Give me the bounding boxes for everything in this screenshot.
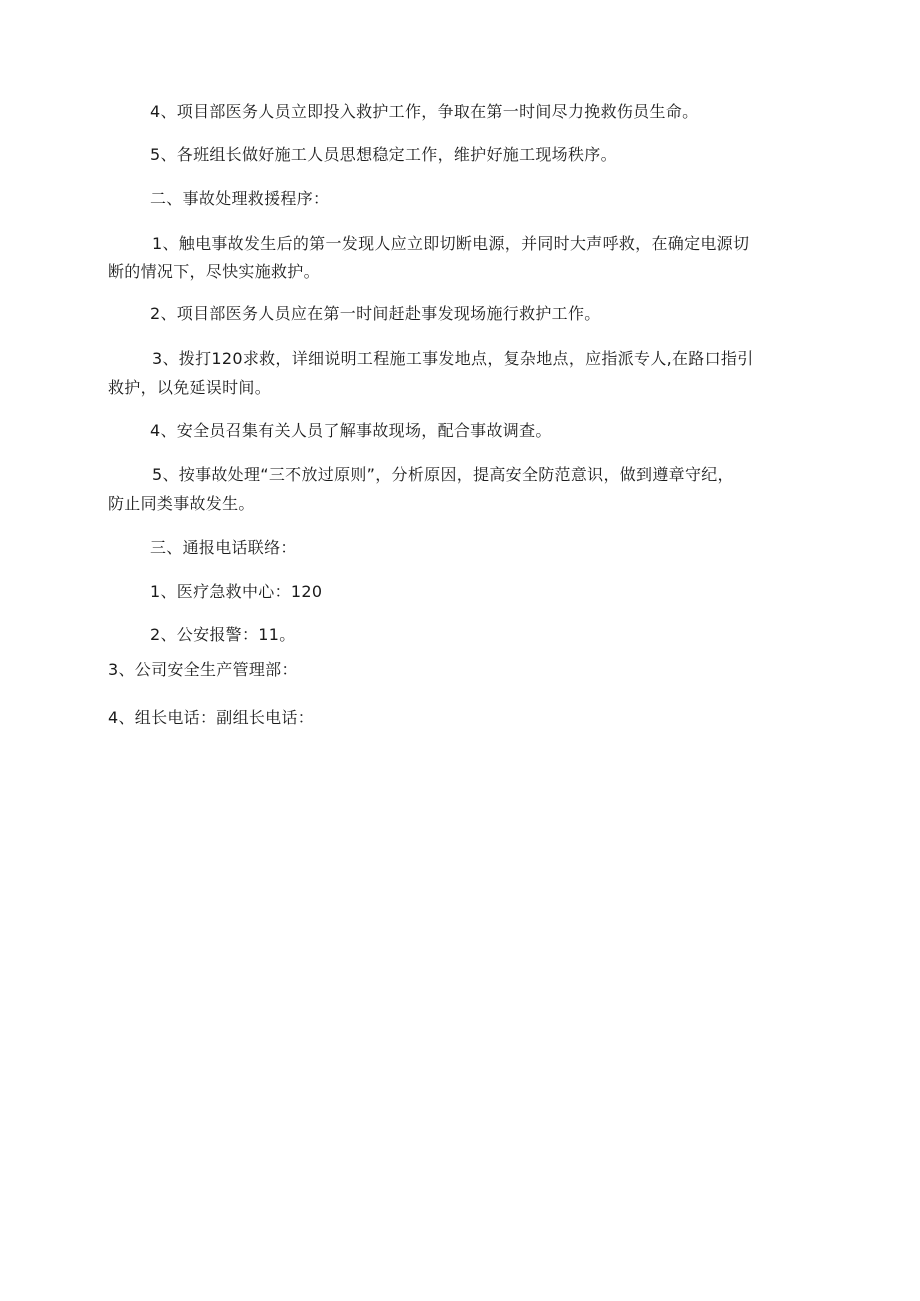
contact-safety-dept: 3、公司安全生产管理部：	[108, 660, 298, 679]
paragraph-rescue-5: 5、各班组长做好施工人员思想稳定工作，维护好施工现场秩序。	[150, 145, 617, 164]
paragraph-procedure-1-line2: 断的情况下，尽快实施救护。	[108, 262, 320, 281]
paragraph-procedure-5-line1: 5、按事故处理“三不放过原则”，分析原因，提高安全防范意识，做到遵章守纪，	[152, 465, 734, 484]
section-heading-3: 三、通报电话联络：	[150, 538, 297, 557]
paragraph-procedure-2: 2、项目部医务人员应在第一时间赶赴事发现场施行救护工作。	[150, 304, 601, 323]
section-heading-2: 二、事故处理救援程序：	[150, 189, 330, 208]
contact-leader-phone: 4、组长电话：副组长电话：	[108, 708, 315, 727]
paragraph-procedure-3-line1: 3、拨打120求救，详细说明工程施工事发地点，复杂地点，应指派专人,在路口指引	[152, 349, 754, 368]
paragraph-rescue-4: 4、项目部医务人员立即投入救护工作，争取在第一时间尽力挽救伤员生命。	[150, 102, 699, 121]
paragraph-procedure-4: 4、安全员召集有关人员了解事故现场，配合事故调查。	[150, 421, 552, 440]
paragraph-procedure-1-line1: 1、触电事故发生后的第一发现人应立即切断电源，并同时大声呼救，在确定电源切	[152, 234, 750, 253]
contact-police: 2、公安报警：11。	[150, 625, 296, 644]
contact-medical: 1、医疗急救中心：120	[150, 582, 323, 601]
paragraph-procedure-3-line2: 救护，以免延误时间。	[108, 378, 272, 397]
paragraph-procedure-5-line2: 防止同类事故发生。	[108, 494, 255, 513]
